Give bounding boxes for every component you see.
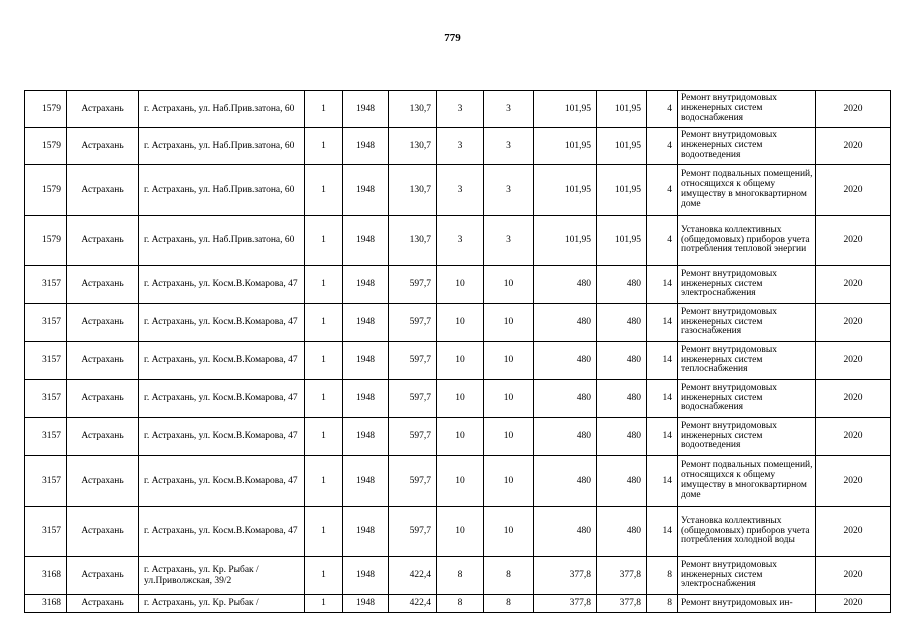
cell-city: Астрахань [67,380,139,418]
cell-address: г. Астрахань, ул. Кр. Рыбак / [139,595,305,613]
cell-address: г. Астрахань, ул. Косм.В.Комарова, 47 [139,266,305,304]
table-row [25,266,891,304]
cell-work: Ремонт внутридомовых инженерных систем водоснабжения [678,380,816,418]
cell-value-b: 101,95 [597,216,647,266]
cell-work: Ремонт подвальных помещений, относящихся к общему имуществу в многоквартирном доме [678,456,816,507]
cell-address: г. Астрахань, ул. Косм.В.Комарова, 47 [139,342,305,380]
cell-address: г. Астрахань, ул. Наб.Прив.затона, 60 [139,216,305,266]
cell-area: 597,7 [389,456,437,507]
cell-address: г. Астрахань, ул. Косм.В.Комарова, 47 [139,304,305,342]
cell-value-a: 377,8 [534,557,597,595]
cell-year: 1948 [343,342,389,380]
cell-city: Астрахань [67,557,139,595]
cell-area: 597,7 [389,304,437,342]
cell-value-b: 480 [597,456,647,507]
cell-id: 3157 [25,507,67,557]
cell-plan-year: 2020 [816,507,891,557]
table-row [25,507,891,557]
cell-count-c: 4 [647,91,678,128]
cell-sections: 1 [305,165,343,216]
cell-count-a: 3 [437,128,484,165]
cell-sections: 1 [305,216,343,266]
cell-area: 130,7 [389,165,437,216]
table-row [25,595,891,613]
cell-address: г. Астрахань, ул. Косм.В.Комарова, 47 [139,418,305,456]
cell-id: 3157 [25,266,67,304]
cell-city: Астрахань [67,91,139,128]
cell-count-c: 14 [647,266,678,304]
cell-city: Астрахань [67,342,139,380]
cell-count-c: 4 [647,216,678,266]
cell-city: Астрахань [67,418,139,456]
cell-sections: 1 [305,595,343,613]
cell-work: Ремонт внутридомовых инженерных систем электроснабжения [678,557,816,595]
page-number: 779 [444,32,461,44]
cell-sections: 1 [305,418,343,456]
cell-value-b: 377,8 [597,557,647,595]
cell-id: 1579 [25,216,67,266]
cell-count-c: 4 [647,128,678,165]
cell-value-a: 101,95 [534,91,597,128]
cell-work: Ремонт внутридомовых ин- [678,595,816,613]
cell-count-a: 10 [437,418,484,456]
cell-count-a: 10 [437,507,484,557]
cell-address: г. Астрахань, ул. Наб.Прив.затона, 60 [139,128,305,165]
cell-id: 3157 [25,456,67,507]
cell-work: Ремонт внутридомовых инженерных систем водоотведения [678,418,816,456]
cell-id: 3157 [25,304,67,342]
cell-area: 597,7 [389,342,437,380]
cell-value-a: 480 [534,304,597,342]
cell-year: 1948 [343,91,389,128]
cell-sections: 1 [305,507,343,557]
register-table [24,90,891,613]
cell-id: 3157 [25,418,67,456]
cell-city: Астрахань [67,266,139,304]
cell-area: 422,4 [389,595,437,613]
cell-area: 130,7 [389,128,437,165]
cell-sections: 1 [305,342,343,380]
cell-count-c: 14 [647,380,678,418]
cell-city: Астрахань [67,304,139,342]
cell-work: Ремонт внутридомовых инженерных систем электроснабжения [678,266,816,304]
cell-address: г. Астрахань, ул. Косм.В.Комарова, 47 [139,507,305,557]
cell-count-b: 8 [484,557,534,595]
cell-count-a: 10 [437,380,484,418]
cell-id: 3157 [25,342,67,380]
cell-value-b: 377,8 [597,595,647,613]
cell-sections: 1 [305,266,343,304]
table-body [25,91,891,613]
cell-value-b: 480 [597,266,647,304]
cell-plan-year: 2020 [816,418,891,456]
cell-work: Установка коллективных (общедомовых) приборов учета потребления холодной воды [678,507,816,557]
cell-sections: 1 [305,304,343,342]
cell-count-a: 3 [437,91,484,128]
cell-city: Астрахань [67,456,139,507]
cell-count-b: 10 [484,418,534,456]
cell-plan-year: 2020 [816,380,891,418]
cell-count-c: 4 [647,165,678,216]
table-row [25,380,891,418]
cell-sections: 1 [305,557,343,595]
cell-work: Ремонт внутридомовых инженерных систем водоснабжения [678,91,816,128]
cell-value-a: 480 [534,266,597,304]
cell-year: 1948 [343,380,389,418]
cell-work: Ремонт внутридомовых инженерных систем газоснабжения [678,304,816,342]
cell-id: 3168 [25,557,67,595]
cell-area: 597,7 [389,266,437,304]
cell-sections: 1 [305,380,343,418]
cell-value-a: 101,95 [534,216,597,266]
cell-count-c: 14 [647,304,678,342]
cell-value-a: 101,95 [534,128,597,165]
cell-city: Астрахань [67,595,139,613]
cell-address: г. Астрахань, ул. Косм.В.Комарова, 47 [139,380,305,418]
cell-count-b: 10 [484,380,534,418]
table-row [25,91,891,128]
cell-value-b: 480 [597,507,647,557]
cell-count-a: 3 [437,216,484,266]
cell-city: Астрахань [67,128,139,165]
cell-count-c: 14 [647,418,678,456]
cell-year: 1948 [343,507,389,557]
cell-count-b: 3 [484,165,534,216]
cell-value-a: 377,8 [534,595,597,613]
cell-address: г. Астрахань, ул. Косм.В.Комарова, 47 [139,456,305,507]
cell-city: Астрахань [67,165,139,216]
cell-count-a: 8 [437,557,484,595]
cell-id: 3157 [25,380,67,418]
cell-value-b: 480 [597,418,647,456]
cell-count-c: 14 [647,456,678,507]
cell-plan-year: 2020 [816,595,891,613]
cell-count-c: 14 [647,507,678,557]
cell-sections: 1 [305,456,343,507]
cell-year: 1948 [343,165,389,216]
cell-work: Установка коллективных (общедомовых) приборов учета потребления тепловой энергии [678,216,816,266]
cell-count-b: 3 [484,216,534,266]
cell-id: 1579 [25,128,67,165]
cell-count-a: 10 [437,456,484,507]
cell-count-b: 10 [484,304,534,342]
table-row [25,165,891,216]
cell-value-b: 480 [597,304,647,342]
cell-plan-year: 2020 [816,266,891,304]
cell-year: 1948 [343,304,389,342]
cell-city: Астрахань [67,507,139,557]
cell-area: 130,7 [389,216,437,266]
cell-value-a: 101,95 [534,165,597,216]
table-row [25,456,891,507]
table-row [25,216,891,266]
cell-count-b: 10 [484,507,534,557]
cell-address: г. Астрахань, ул. Кр. Рыбак / ул.Приволжская, 39/2 [139,557,305,595]
cell-count-a: 8 [437,595,484,613]
cell-count-b: 8 [484,595,534,613]
cell-year: 1948 [343,216,389,266]
cell-area: 597,7 [389,507,437,557]
cell-year: 1948 [343,418,389,456]
table-row [25,128,891,165]
cell-year: 1948 [343,266,389,304]
cell-sections: 1 [305,91,343,128]
cell-year: 1948 [343,456,389,507]
table-row [25,342,891,380]
cell-value-a: 480 [534,342,597,380]
cell-plan-year: 2020 [816,128,891,165]
cell-count-b: 10 [484,456,534,507]
cell-value-b: 480 [597,380,647,418]
cell-area: 422,4 [389,557,437,595]
cell-plan-year: 2020 [816,342,891,380]
cell-id: 1579 [25,165,67,216]
cell-city: Астрахань [67,216,139,266]
cell-value-b: 480 [597,342,647,380]
cell-plan-year: 2020 [816,456,891,507]
cell-id: 3168 [25,595,67,613]
table-row [25,557,891,595]
cell-address: г. Астрахань, ул. Наб.Прив.затона, 60 [139,165,305,216]
cell-area: 597,7 [389,418,437,456]
cell-plan-year: 2020 [816,304,891,342]
cell-value-a: 480 [534,418,597,456]
cell-value-b: 101,95 [597,91,647,128]
cell-count-a: 10 [437,342,484,380]
cell-area: 597,7 [389,380,437,418]
cell-area: 130,7 [389,91,437,128]
cell-value-b: 101,95 [597,128,647,165]
cell-work: Ремонт внутридомовых инженерных систем водоотведения [678,128,816,165]
cell-id: 1579 [25,91,67,128]
cell-plan-year: 2020 [816,165,891,216]
cell-work: Ремонт внутридомовых инженерных систем теплоснабжения [678,342,816,380]
cell-address: г. Астрахань, ул. Наб.Прив.затона, 60 [139,91,305,128]
cell-count-b: 3 [484,128,534,165]
cell-count-a: 10 [437,266,484,304]
cell-count-c: 14 [647,342,678,380]
cell-count-a: 3 [437,165,484,216]
cell-count-c: 8 [647,557,678,595]
cell-count-b: 3 [484,91,534,128]
cell-value-a: 480 [534,456,597,507]
cell-sections: 1 [305,128,343,165]
table-row [25,418,891,456]
table-row [25,304,891,342]
cell-count-b: 10 [484,266,534,304]
cell-plan-year: 2020 [816,91,891,128]
cell-value-b: 101,95 [597,165,647,216]
cell-count-b: 10 [484,342,534,380]
cell-year: 1948 [343,128,389,165]
cell-value-a: 480 [534,507,597,557]
cell-plan-year: 2020 [816,216,891,266]
cell-count-c: 8 [647,595,678,613]
cell-year: 1948 [343,557,389,595]
cell-work: Ремонт подвальных помещений, относящихся к общему имуществу в многоквартирном доме [678,165,816,216]
cell-value-a: 480 [534,380,597,418]
cell-year: 1948 [343,595,389,613]
cell-count-a: 10 [437,304,484,342]
cell-plan-year: 2020 [816,557,891,595]
